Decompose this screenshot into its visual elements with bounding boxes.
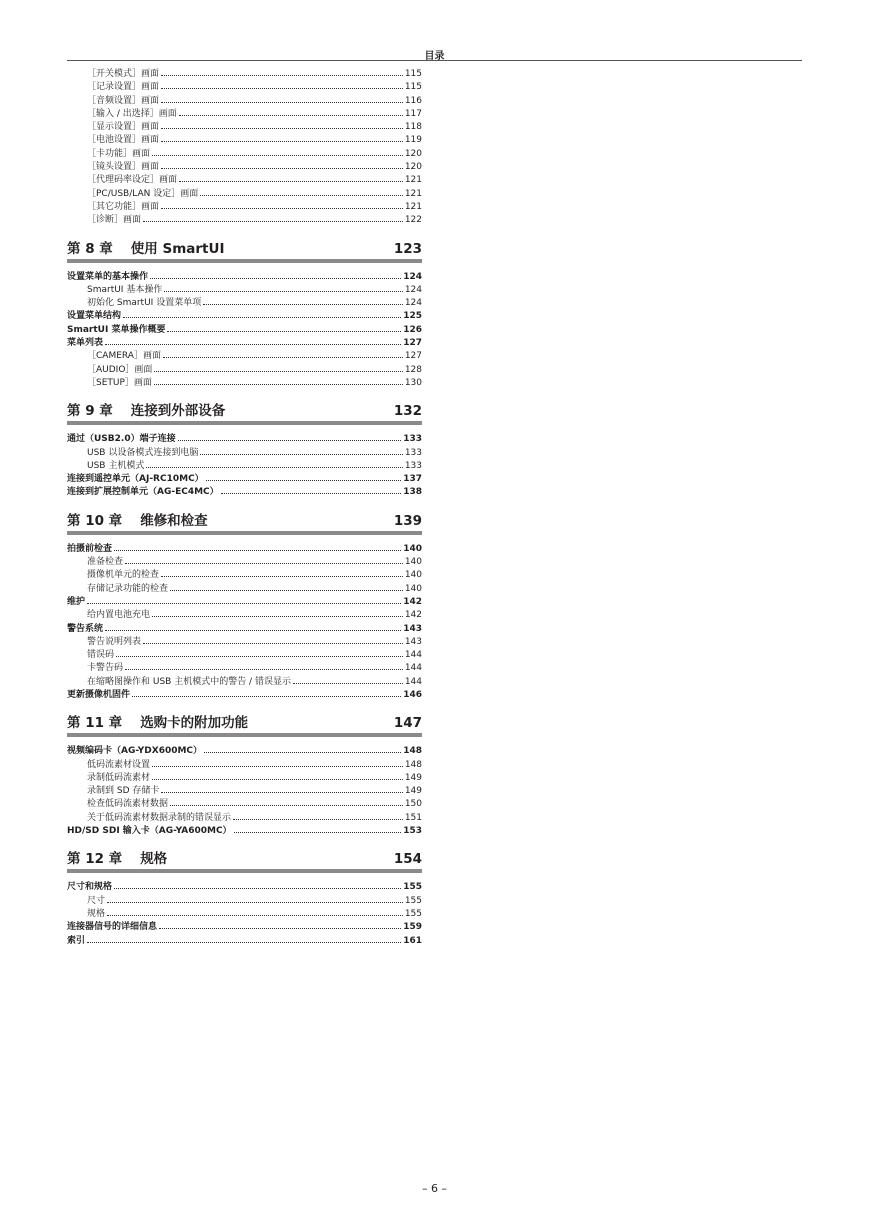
entry-title: ［显示设置］画面 [87,122,160,133]
entry-page: 149 [404,772,422,783]
entry-title: 连接器信号的详细信息 [67,922,158,933]
dot-leader [206,473,402,481]
entry-page: 119 [404,135,422,146]
entry-page: 120 [404,148,422,159]
toc-subsection-entry[interactable] [67,583,422,596]
chapter-heading[interactable] [67,237,422,263]
dot-leader [164,284,402,292]
toc-section-entry[interactable] [67,310,422,323]
table-of-contents [67,68,422,948]
entry-page: 120 [404,162,422,173]
entry-page: 126 [403,324,422,335]
entry-title: USB 主机模式 [87,460,145,471]
entry-title: 维护 [67,596,86,607]
toc-subsection-entry[interactable] [67,161,422,174]
entry-page: 122 [404,215,422,226]
entry-title: 警告系统 [67,623,104,634]
dot-leader [203,297,403,305]
entry-title: SmartUI 菜单操作概要 [67,324,166,335]
toc-subsection-entry[interactable] [67,609,422,622]
dot-leader [161,785,402,793]
dot-leader [154,377,403,385]
entry-title: ［CAMERA］画面 [87,351,161,362]
dot-leader [105,623,401,631]
chapter-title: 维修和检查 [140,512,208,529]
chapter-heading[interactable] [67,399,422,425]
dot-leader [152,759,403,767]
entry-page: 137 [403,474,422,485]
toc-subsection-entry[interactable] [67,364,422,377]
entry-page: 128 [404,364,422,375]
toc-subsection-entry[interactable] [67,95,422,108]
entry-title: 规格 [87,908,106,919]
toc-subsection-entry[interactable] [67,377,422,390]
dot-leader [114,881,401,889]
dot-leader [293,676,403,684]
toc-subsection-entry[interactable] [67,812,422,825]
chapter-heading[interactable] [67,847,422,873]
header-title: 目录 [424,51,445,62]
entry-title: 设置菜单的基本操作 [67,271,149,282]
entry-title: 存储记录功能的检查 [87,583,169,594]
dot-leader [87,935,401,943]
entry-page: 161 [403,935,422,946]
toc-section-entry[interactable] [67,543,422,556]
chapter-title: 选购卡的附加功能 [140,715,249,732]
page-header [67,44,802,61]
entry-page: 150 [404,799,422,810]
entry-page: 127 [404,351,422,362]
entry-page: 151 [404,812,422,823]
entry-title: 摄像机单元的检查 [87,570,160,581]
entry-title: ［音频设置］画面 [87,95,160,106]
toc-subsection-entry[interactable] [67,214,422,227]
dot-leader [161,95,403,103]
entry-page: 148 [404,759,422,770]
dot-leader [116,649,403,657]
entry-title: 检查低码流素材数据 [87,799,169,810]
dot-leader [200,447,402,455]
toc-section-entry[interactable] [67,623,422,636]
chapter-page: 132 [393,403,422,420]
entry-page: 117 [404,108,422,119]
entry-title: HD/SD SDI 输入卡（AG-YA600MC） [67,826,232,837]
dot-leader [161,201,403,209]
chapter-number: 第 10 章 [67,512,123,529]
dot-leader [125,662,403,670]
entry-title: ［代理码率设定］画面 [87,175,178,186]
toc-subsection-entry[interactable] [67,785,422,798]
entry-page: 130 [404,377,422,388]
entry-page: 140 [404,570,422,581]
dot-leader [163,350,403,358]
entry-title: ［SETUP］画面 [87,377,152,388]
toc-section-entry[interactable] [67,486,422,499]
toc-subsection-entry[interactable] [67,174,422,187]
chapter-page: 123 [393,240,422,257]
entry-title: 录制低码流素材 [87,772,151,783]
dot-leader [107,908,403,916]
dot-leader [170,583,403,591]
dot-leader [143,636,403,644]
entry-title: 关于低码流素材数据录制的错误显示 [87,812,232,823]
entry-title: 警告说明列表 [87,636,142,647]
entry-title: 连接到扩展控制单元（AG-EC4MC） [67,487,219,498]
entry-page: 127 [403,338,422,349]
toc-subsection-entry[interactable] [67,68,422,81]
entry-page: 133 [404,447,422,458]
entry-page: 148 [403,746,422,757]
entry-title: ［输入 / 出选择］画面 [87,108,177,119]
entry-title: ［其它功能］画面 [87,201,160,212]
dot-leader [159,921,401,929]
entry-title: 连接到遥控单元（AJ-RC10MC） [67,474,204,485]
entry-title: 卡警告码 [87,663,124,674]
toc-section-entry[interactable] [67,596,422,609]
dot-leader [221,486,402,494]
entry-title: ［诊断］画面 [87,215,142,226]
toc-subsection-entry[interactable] [67,188,422,201]
entry-page: 146 [403,689,422,700]
toc-section-entry[interactable] [67,324,422,337]
toc-subsection-entry[interactable] [67,121,422,134]
entry-title: ［AUDIO］画面 [87,364,153,375]
chapter-title: 使用 SmartUI [130,240,225,257]
toc-subsection-entry[interactable] [67,108,422,121]
dot-leader [161,121,403,129]
entry-page: 121 [404,188,422,199]
toc-subsection-entry[interactable] [67,284,422,297]
entry-title: 菜单列表 [67,338,104,349]
toc-subsection-entry[interactable] [67,350,422,363]
dot-leader [105,337,401,345]
dot-leader [161,68,403,76]
entry-page: 124 [403,271,422,282]
chapter-title: 规格 [140,851,168,868]
entry-page: 115 [404,69,422,79]
dot-leader [143,214,403,222]
entry-page: 140 [404,583,422,594]
entry-title: ［开关模式］画面 [87,69,160,79]
dot-leader [204,745,401,753]
dot-leader [146,460,402,468]
dot-leader [123,310,401,318]
dot-leader [150,271,401,279]
chapter-title: 连接到外部设备 [130,403,226,420]
entry-page: 124 [404,284,422,295]
toc-subsection-entry[interactable] [67,676,422,689]
dot-leader [161,569,403,577]
toc-subsection-entry[interactable] [67,908,422,921]
entry-page: 142 [404,610,422,621]
dot-leader [233,812,403,820]
dot-leader [154,364,402,372]
chapter-page: 139 [393,512,422,529]
dot-leader [161,161,403,169]
chapter-number: 第 8 章 [67,240,113,257]
entry-title: 错误码 [87,650,115,661]
toc-section-entry[interactable] [67,433,422,446]
entry-title: ［镜头设置］画面 [87,162,160,173]
toc-section-entry[interactable] [67,825,422,838]
toc-subsection-entry[interactable] [67,636,422,649]
entry-title: 通过（USB2.0）端子连接 [67,434,176,445]
toc-section-entry[interactable] [67,881,422,894]
dot-leader [161,81,403,89]
entry-title: 给内置电池充电 [87,610,151,621]
entry-title: ［PC/USB/LAN 设定］画面 [87,188,199,199]
entry-page: 125 [403,311,422,322]
entry-title: ［电池设置］画面 [87,135,160,146]
toc-section-entry[interactable] [67,689,422,702]
dot-leader [132,689,401,697]
dot-leader [179,108,403,116]
entry-page: 133 [403,434,422,445]
entry-title: USB 以设备模式连接到电脑 [87,447,199,458]
entry-page: 155 [403,882,422,893]
toc-subsection-entry[interactable] [67,798,422,811]
chapter-page: 154 [393,851,422,868]
toc-section-entry[interactable] [67,473,422,486]
entry-page: 121 [404,175,422,186]
toc-section-entry[interactable] [67,271,422,284]
entry-page: 121 [404,201,422,212]
entry-title: 低码流素材设置 [87,759,151,770]
toc-subsection-entry[interactable] [67,569,422,582]
dot-leader [107,895,403,903]
dot-leader [167,324,401,332]
entry-page: 142 [403,596,422,607]
entry-title: 拍摄前检查 [67,543,113,554]
toc-subsection-entry[interactable] [67,447,422,460]
dot-leader [152,772,403,780]
entry-title: 索引 [67,935,86,946]
toc-section-entry[interactable] [67,337,422,350]
entry-page: 115 [404,82,422,93]
entry-page: 143 [403,623,422,634]
toc-section-entry[interactable] [67,745,422,758]
toc-subsection-entry[interactable] [67,460,422,473]
entry-page: 143 [404,636,422,647]
dot-leader [161,134,403,142]
chapter-number: 第 9 章 [67,403,113,420]
entry-title: 尺寸和规格 [67,882,113,893]
entry-page: 144 [404,676,422,687]
dot-leader [152,609,403,617]
dot-leader [179,174,403,182]
toc-subsection-entry[interactable] [67,895,422,908]
chapter-heading[interactable] [67,509,422,535]
dot-leader [200,188,403,196]
toc-subsection-entry[interactable] [67,297,422,310]
entry-page: 124 [404,298,422,309]
dot-leader [114,543,401,551]
dot-leader [152,148,403,156]
entry-page: 149 [404,786,422,797]
entry-title: ［记录设置］画面 [87,82,160,93]
entry-page: 140 [403,543,422,554]
entry-page: 153 [403,826,422,837]
entry-title: 尺寸 [87,895,106,906]
entry-title: 准备检查 [87,557,124,568]
entry-page: 144 [404,663,422,674]
entry-page: 138 [403,487,422,498]
entry-page: 144 [404,650,422,661]
entry-title: ［卡功能］画面 [87,148,151,159]
entry-title: 在缩略图操作和 USB 主机模式中的警告 / 错误显示 [87,676,291,687]
toc-subsection-entry[interactable] [67,649,422,662]
toc-subsection-entry[interactable] [67,81,422,94]
toc-subsection-entry[interactable] [67,201,422,214]
toc-subsection-entry[interactable] [67,134,422,147]
entry-title: 视频编码卡（AG-YDX600MC） [67,746,203,757]
toc-subsection-entry[interactable] [67,148,422,161]
entry-title: 录制到 SD 存储卡 [87,786,160,797]
dot-leader [125,556,403,564]
entry-title: SmartUI 基本操作 [87,284,163,295]
toc-subsection-entry[interactable] [67,556,422,569]
chapter-page: 147 [393,715,422,732]
chapter-number: 第 12 章 [67,851,123,868]
dot-leader [178,433,402,441]
dot-leader [87,596,401,604]
toc-section-entry[interactable] [67,921,422,934]
toc-section-entry[interactable] [67,935,422,948]
entry-page: 118 [404,122,422,133]
chapter-heading[interactable] [67,711,422,737]
page-number: – 6 – [422,1182,447,1195]
dot-leader [234,825,402,833]
entry-title: 设置菜单结构 [67,311,122,322]
entry-page: 140 [404,557,422,568]
entry-page: 159 [403,922,422,933]
chapter-number: 第 11 章 [67,715,123,732]
entry-page: 155 [404,895,422,906]
entry-page: 116 [404,95,422,106]
entry-title: 初始化 SmartUI 设置菜单项 [87,298,202,309]
toc-subsection-entry[interactable] [67,662,422,675]
entry-title: 更新摄像机固件 [67,689,131,700]
entry-page: 133 [404,460,422,471]
dot-leader [170,798,403,806]
toc-subsection-entry[interactable] [67,759,422,772]
entry-page: 155 [404,908,422,919]
toc-subsection-entry[interactable] [67,772,422,785]
